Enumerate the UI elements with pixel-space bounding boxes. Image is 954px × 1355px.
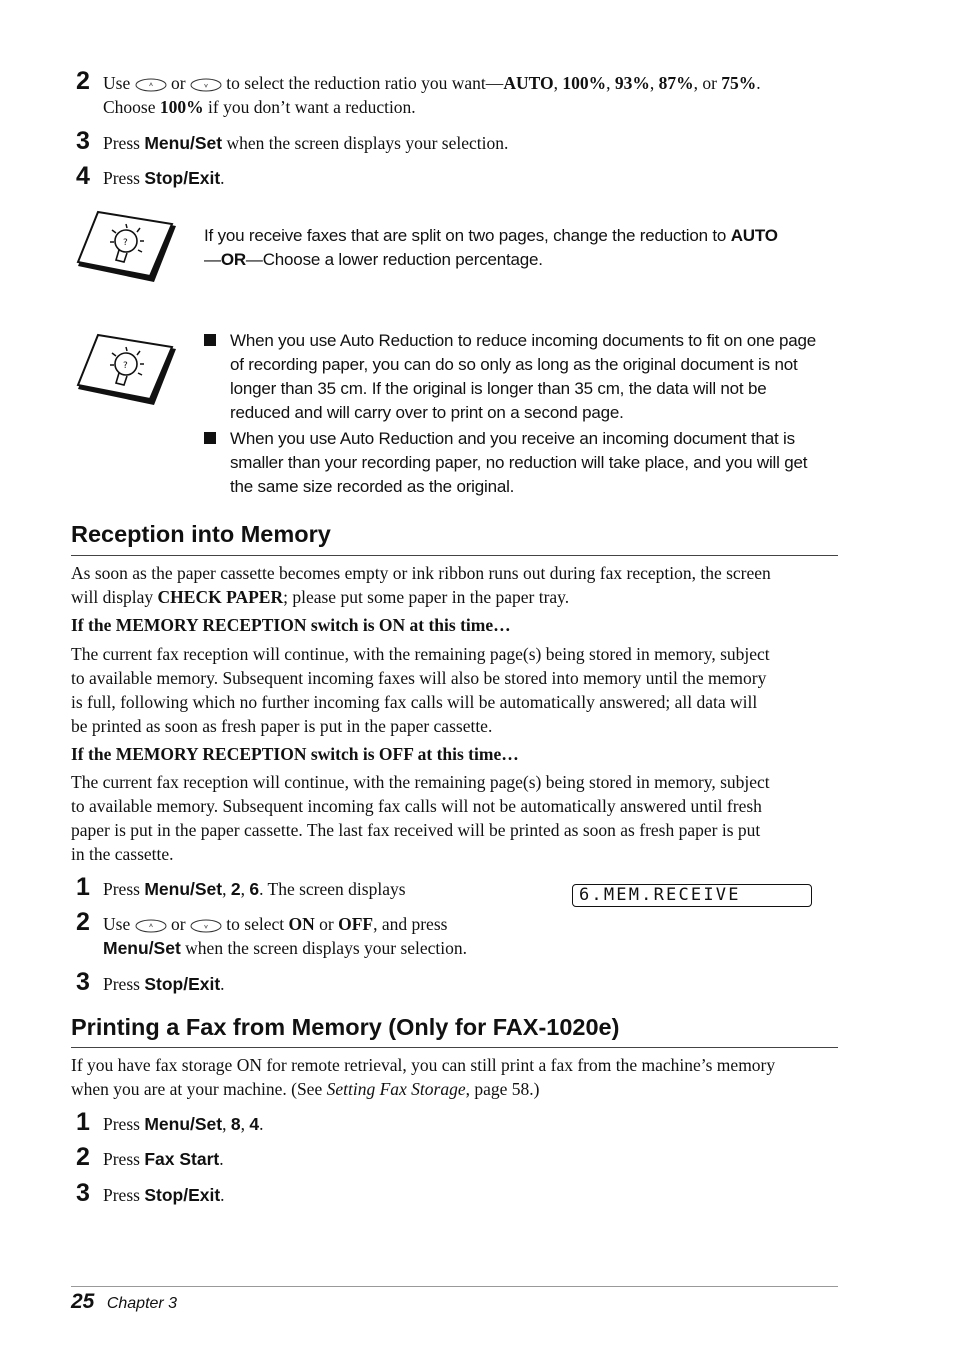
step-text (103, 1147, 224, 1171)
text: , page 58.) (465, 1079, 540, 1099)
note-text (204, 224, 778, 272)
text: or (702, 73, 717, 93)
lcd-display: 6.MEM.RECEIVE (572, 884, 812, 907)
text: to available memory. Subsequent incoming fax calls will not be automatically answered until fresh (71, 796, 762, 816)
section-heading: Reception into Memory (71, 521, 331, 547)
text: Use (103, 914, 131, 934)
text: is full, following which no further incoming fax calls will be automatically answered; all data will (71, 692, 758, 712)
text: or (170, 73, 186, 93)
text: — (204, 250, 221, 269)
up-arrow-key-icon (135, 78, 167, 92)
step-text: Use or to select the reduction ratio you want—AUTO, 100%, 93%, 87%, or 75%. (103, 73, 761, 93)
step-text (103, 912, 447, 936)
text: . (259, 1114, 264, 1134)
text: If you receive faxes that are split on two pages, change the reduction to (204, 226, 727, 245)
step-number: 1 (76, 873, 90, 901)
divider (71, 555, 838, 556)
text: . (220, 974, 225, 994)
subheading: If the MEMORY RECEPTION switch is ON at this time… (71, 615, 511, 635)
step-text (103, 877, 406, 901)
step-number: 2 (76, 908, 90, 936)
text: , and press (373, 914, 448, 934)
step-text (103, 166, 225, 190)
text: the same size recorded as the original. (230, 477, 515, 496)
text: . (220, 168, 225, 188)
text: . (219, 1149, 224, 1169)
step-text-line2 (103, 95, 416, 119)
down-arrow-key-icon (190, 78, 222, 92)
footer-divider (71, 1286, 838, 1287)
text: Press (103, 1114, 140, 1134)
text: be printed as soon as fresh paper is put in the paper cassette. (71, 716, 493, 736)
text: in the cassette. (71, 844, 174, 864)
key-name: Stop/Exit (144, 168, 221, 188)
key-name: Menu/Set (144, 879, 223, 899)
key-name: Fax Start (144, 1149, 220, 1169)
step-text (103, 131, 508, 155)
step-text (103, 972, 225, 996)
step-number: 3 (76, 1179, 90, 1207)
up-arrow-key-icon (135, 919, 167, 933)
text: Press (103, 1149, 140, 1169)
text: If you have fax storage ON for remote retrieval, you can still print a fax from the machine’s memory (71, 1055, 776, 1075)
text: smaller than your recording paper, no reduction will take place, and you will get (230, 453, 808, 472)
paragraph (71, 561, 836, 609)
text: will display (71, 587, 154, 607)
step-text (103, 1112, 263, 1136)
key-name: Menu/Set (144, 1114, 223, 1134)
list-item (204, 427, 844, 499)
text: Use (103, 73, 131, 93)
bullet-icon (204, 432, 216, 444)
text: or (319, 914, 334, 934)
text: Press (103, 133, 140, 153)
subheading: If the MEMORY RECEPTION switch is OFF at this time… (71, 744, 519, 764)
text: paper is put in the paper cassette. The last fax received will be printed as soon as fresh paper is put (71, 820, 761, 840)
option-auto: AUTO (730, 226, 778, 245)
text: When you use Auto Reduction to reduce incoming documents to fit on one page (230, 331, 817, 350)
option-off: OFF (338, 914, 374, 934)
text: if you don’t want a reduction. (208, 97, 416, 117)
text: of recording paper, you can do so only as long as the original document is not (230, 355, 798, 374)
screen-message: CHECK PAPER (157, 587, 284, 607)
text: —Choose a lower reduction percentage. (245, 250, 543, 269)
text: Press (103, 879, 140, 899)
text: Press (103, 1185, 140, 1205)
paragraph (71, 770, 836, 866)
page-number: 25 (71, 1290, 95, 1313)
text: Press (103, 168, 140, 188)
key-name: Menu/Set (144, 133, 223, 153)
key-name: Menu/Set (103, 938, 181, 958)
list-item (204, 329, 844, 425)
key-name: Stop/Exit (144, 974, 221, 994)
option-100: 100% (159, 97, 204, 117)
text: , (240, 1114, 245, 1134)
step-number: 2 (76, 1143, 90, 1171)
text: . The screen displays (259, 879, 406, 899)
text: when you are at your machine. (See (71, 1079, 323, 1099)
paragraph (71, 642, 836, 738)
text: , (240, 879, 245, 899)
text: Press (103, 974, 140, 994)
step-text-line2 (103, 936, 467, 960)
key-name: Stop/Exit (144, 1185, 221, 1205)
svg-text:?: ? (123, 361, 128, 371)
bullet-icon (204, 334, 216, 346)
paragraph (71, 1053, 836, 1101)
text: When you use Auto Reduction and you receive an incoming document that is (230, 429, 795, 448)
option-on: ON (288, 914, 315, 934)
text: , (222, 879, 227, 899)
down-arrow-key-icon (190, 919, 222, 933)
step-number: 4 (76, 162, 90, 190)
option-100: 100% (562, 73, 607, 93)
step-number: 3 (76, 968, 90, 996)
text: As soon as the paper cassette becomes empty or ink ribbon runs out during fax reception, the screen (71, 563, 771, 583)
lightbulb-icon (74, 333, 178, 409)
key-name: 6 (249, 879, 260, 899)
chapter-label: Chapter 3 (106, 1295, 178, 1312)
lightbulb-icon (74, 210, 178, 286)
text: reduced and will carry over to print on a second page. (230, 403, 624, 422)
text: when the screen displays your selection. (185, 938, 468, 958)
option-93: 93% (614, 73, 650, 93)
page-footer (71, 1290, 177, 1314)
text: OR (220, 250, 246, 269)
divider (71, 1047, 838, 1048)
step-text (103, 1183, 225, 1207)
text: or (170, 914, 186, 934)
text: to available memory. Subsequent incoming faxes will also be stored into memory until the memory (71, 668, 767, 688)
text: . (220, 1185, 225, 1205)
svg-text:?: ? (123, 238, 128, 248)
text: The current fax reception will continue, with the remaining page(s) being stored in memory, subject (71, 772, 770, 792)
text: when the screen displays your selection. (226, 133, 509, 153)
step-number: 1 (76, 1108, 90, 1136)
step-number: 2 (76, 67, 90, 95)
option-87: 87% (658, 73, 694, 93)
key-name: 4 (249, 1114, 260, 1134)
text: to select (226, 914, 285, 934)
text: , (222, 1114, 227, 1134)
text: to select the reduction ratio you want— (226, 73, 504, 93)
bullet-list (204, 329, 844, 499)
key-name: 2 (230, 879, 241, 899)
text: longer than 35 cm. If the original is longer than 35 cm, the data will not be (230, 379, 767, 398)
cross-reference: Setting Fax Storage (326, 1079, 466, 1099)
section-heading: Printing a Fax from Memory (Only for FAX-1020e) (71, 1014, 620, 1040)
text: ; please put some paper in the paper tray. (283, 587, 570, 607)
option-75: 75% (721, 73, 757, 93)
text: Choose (103, 97, 156, 117)
step-number: 3 (76, 127, 90, 155)
option-auto: AUTO (503, 73, 554, 93)
key-name: 8 (230, 1114, 241, 1134)
text: The current fax reception will continue, with the remaining page(s) being stored in memory, subject (71, 644, 770, 664)
